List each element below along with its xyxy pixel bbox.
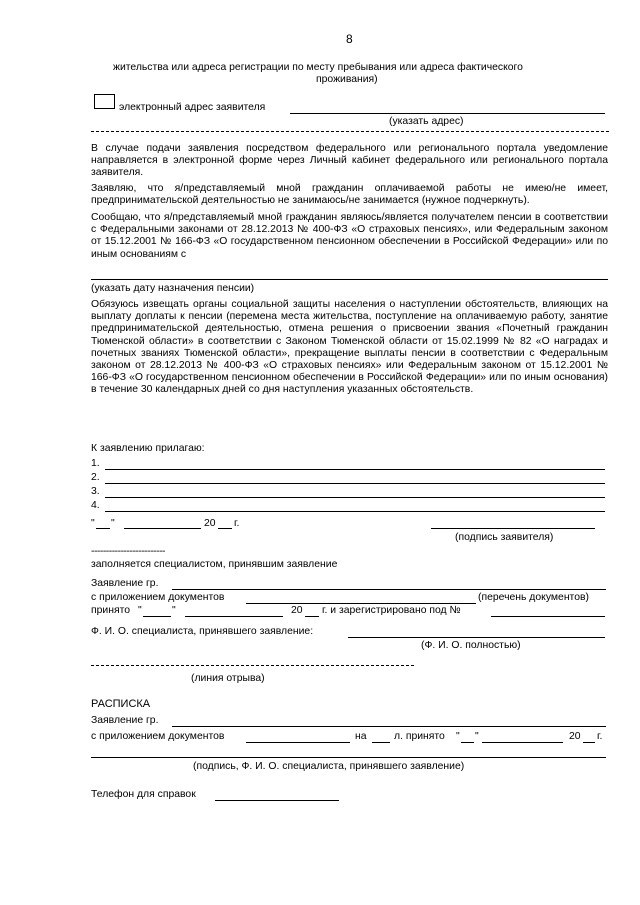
page-number: 8 (346, 32, 353, 46)
email-checkbox[interactable] (94, 94, 115, 109)
attachments-label: К заявлению прилагаю: (91, 443, 205, 454)
receipt-year-line[interactable] (583, 742, 595, 743)
receipt-day-line[interactable] (461, 742, 474, 743)
spec-fio-line[interactable] (348, 637, 605, 638)
intro-line-2: проживания) (316, 74, 378, 85)
sig-year-line[interactable] (218, 528, 232, 529)
portal-paragraph: В случае подачи заявления посредством федерального или регионального портала уведомление направляется в электронной форме через Личный кабинет федерального или регионального портала заявителя. (91, 143, 608, 179)
specialist-separator: ------------------------- (91, 546, 166, 557)
spec-docs-label: с приложением документов (91, 592, 225, 603)
receipt-statement-label: Заявление гр. (91, 715, 159, 726)
receipt-sheets-line[interactable] (372, 742, 390, 743)
sig-day-line[interactable] (96, 528, 110, 529)
phone-line[interactable] (215, 800, 339, 801)
receipt-month-line[interactable] (482, 742, 563, 743)
attachment-number-3: 3. (91, 486, 100, 497)
spec-registered-label: г. и зарегистрировано под № (322, 605, 461, 616)
applicant-signature-line[interactable] (431, 528, 595, 529)
spec-fio-label: Ф. И. О. специалиста, принявшего заявление: (91, 626, 314, 637)
email-label: электронный адрес заявителя (119, 102, 266, 113)
attachment-number-4: 4. (91, 500, 100, 511)
spec-month-line[interactable] (185, 616, 283, 617)
attachment-number-1: 1. (91, 458, 100, 469)
receipt-quote-close: " (475, 731, 479, 742)
receipt-year-suffix: г. (597, 731, 603, 742)
work-paragraph: Заявляю, что я/представляемый мной гражданин оплачиваемой работы не имею/не имеет, предпринимательской деятельностью не занимаюсь/не занимается (нужное подчеркнуть). (91, 183, 608, 207)
spec-year-line[interactable] (305, 616, 319, 617)
attachment-number-2: 2. (91, 472, 100, 483)
spec-accepted-label: принято (91, 605, 130, 616)
spec-year-prefix: 20 (291, 605, 303, 616)
sig-year-suffix: г. (234, 518, 240, 529)
receipt-title: РАСПИСКА (91, 698, 151, 710)
spec-quote-open: " (138, 605, 142, 616)
attachment-line-2[interactable] (105, 483, 605, 484)
sig-month-line[interactable] (124, 528, 201, 529)
dashed-separator-1 (91, 131, 609, 132)
receipt-docs-line[interactable] (246, 742, 350, 743)
sig-year-prefix: 20 (204, 518, 216, 529)
receipt-statement-line[interactable] (172, 726, 606, 727)
attachment-line-1[interactable] (105, 469, 605, 470)
receipt-sign-hint: (подпись, Ф. И. О. специалиста, принявшего заявление) (193, 761, 465, 772)
spec-statement-label: Заявление гр. (91, 578, 159, 589)
spec-statement-line[interactable] (172, 589, 606, 590)
email-input-line[interactable] (290, 113, 605, 114)
attachment-line-4[interactable] (105, 511, 605, 512)
spec-day-line[interactable] (143, 616, 171, 617)
receipt-sign-line[interactable] (91, 757, 606, 758)
spec-fio-hint: (Ф. И. О. полностью) (421, 640, 521, 651)
obligation-paragraph: Обязуюсь извещать органы социальной защиты населения о наступлении обстоятельств, влияющих на выплату доплаты к пенсии (перемена места жительства, поступление на оплачиваемую работу, занятие предпринимательской деятельностью, отмена решения о присвоении звания «Почетный гражданин Тюменской области» в соответствии с Законом Тюменской области от 15.02.1999 № 82 «О наградах и почетных званиях Тюменской области», прекращение выплаты пенсии в соответствии с Федеральным законом от 28.12.2013 № 400-ФЗ «О страховых пенсиях» или Федеральным законом от 15.12.2001 № 166-ФЗ «О государственном пенсионном обеспечении в Российской Федерации» или по иным основания) в течение 30 календарных дней со дня наступления указанных обстоятельств. (91, 299, 608, 396)
receipt-docs-label: с приложением документов (91, 731, 225, 742)
spec-quote-close: " (172, 605, 176, 616)
receipt-quote-open: " (456, 731, 460, 742)
spec-reg-number-line[interactable] (491, 616, 605, 617)
specialist-caption: заполняется специалистом, принявшим заявление (91, 559, 338, 570)
sig-quote-close: " (111, 518, 115, 529)
sig-quote-open: " (91, 518, 95, 529)
receipt-accepted-label: л. принято (394, 731, 445, 742)
tear-line-hint: (линия отрыва) (191, 673, 265, 684)
receipt-on-label: на (355, 731, 367, 742)
receipt-year-prefix: 20 (569, 731, 581, 742)
email-hint: (указать адрес) (389, 116, 464, 127)
pension-date-hint: (указать дату назначения пенсии) (91, 283, 255, 294)
spec-docs-line[interactable] (246, 603, 476, 604)
phone-label: Телефон для справок (91, 789, 196, 800)
pension-date-line[interactable] (91, 279, 608, 280)
applicant-signature-hint: (подпись заявителя) (455, 532, 554, 543)
attachment-line-3[interactable] (105, 497, 605, 498)
pension-paragraph: Сообщаю, что я/представляемый мной гражданин являюсь/является получателем пенсии в соответствии с Федеральными законами от 28.12.2013 № 400-ФЗ «О страховых пенсиях», или Федеральным законом от 15.12.2001 № 166-ФЗ «О государственном пенсионном обеспечении в Российской Федерации» или по иным основаниям с (91, 212, 608, 260)
spec-docs-hint: (перечень документов) (478, 592, 589, 603)
intro-line-1: жительства или адреса регистрации по месту пребывания или адреса фактического (113, 62, 523, 73)
tear-line (91, 665, 414, 666)
